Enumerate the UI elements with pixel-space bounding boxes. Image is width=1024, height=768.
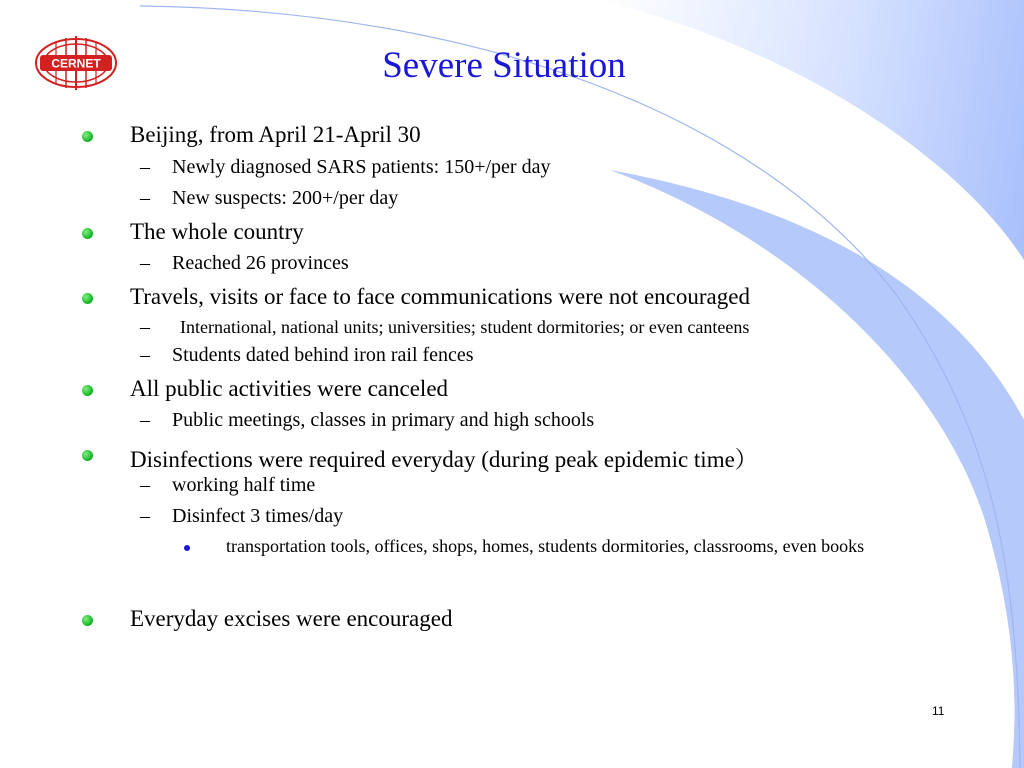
- dash-icon: –: [140, 409, 150, 431]
- bullet-icon: [82, 293, 93, 304]
- dash-icon: –: [140, 252, 150, 274]
- sub-item: Public meetings, classes in primary and high schools: [172, 409, 595, 431]
- dash-icon: –: [140, 474, 150, 496]
- slide-title: Severe Situation: [382, 45, 626, 86]
- sub-sub-item: transportation tools, offices, shops, homes, students dormitories, classrooms, even books: [226, 536, 865, 556]
- bullet-icon: [82, 385, 93, 396]
- bullet-item: Disinfections were required everyday (during peak epidemic time）: [130, 447, 758, 472]
- bullet-icon: [82, 615, 93, 626]
- sub-item: New suspects: 200+/per day: [172, 187, 399, 209]
- dash-icon: –: [140, 505, 150, 527]
- sub-bullet-icon: [184, 545, 190, 551]
- logo-text: CERNET: [51, 56, 101, 71]
- sub-item: Disinfect 3 times/day: [172, 505, 344, 527]
- page-number: 11: [932, 704, 945, 718]
- sub-item: International, national units; universities; student dormitories; or even canteens: [180, 317, 750, 337]
- dash-icon: –: [140, 156, 150, 178]
- dash-icon: –: [140, 187, 150, 209]
- bullet-icon: [82, 450, 93, 461]
- bullet-item: Beijing, from April 21-April 30: [130, 122, 421, 147]
- sub-item: Reached 26 provinces: [172, 252, 349, 274]
- bullet-item: Travels, visits or face to face communications were not encouraged: [130, 284, 750, 309]
- bullet-item: All public activities were canceled: [130, 376, 449, 401]
- sub-item: Students dated behind iron rail fences: [172, 344, 474, 366]
- bullet-item: The whole country: [130, 219, 304, 244]
- bullet-icon: [82, 131, 93, 142]
- sub-item: working half time: [172, 474, 316, 496]
- sub-item: Newly diagnosed SARS patients: 150+/per day: [172, 156, 551, 178]
- dash-icon: –: [140, 316, 150, 338]
- dash-icon: –: [140, 344, 150, 366]
- bullet-icon: [82, 228, 93, 239]
- bullet-item: Everyday excises were encouraged: [130, 606, 453, 631]
